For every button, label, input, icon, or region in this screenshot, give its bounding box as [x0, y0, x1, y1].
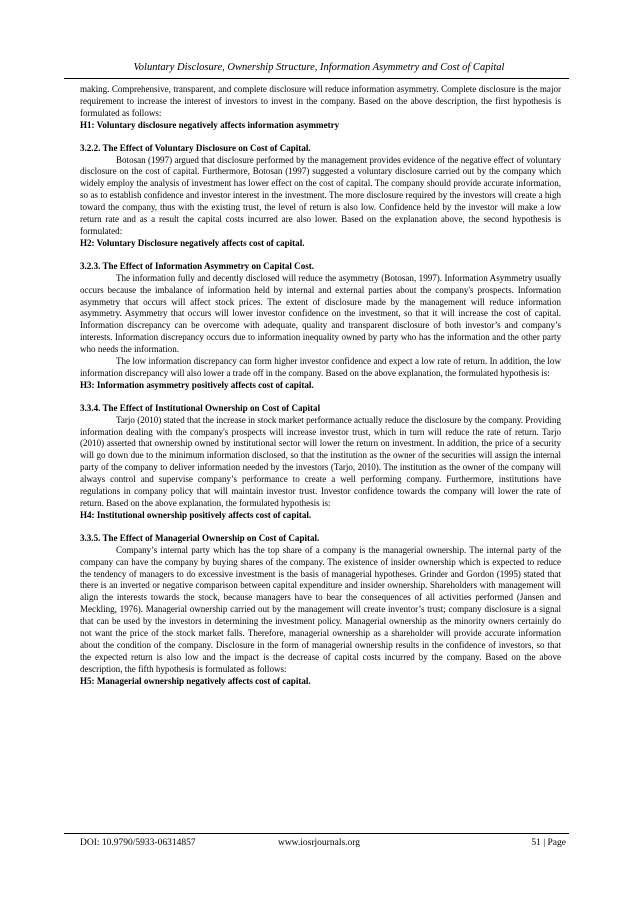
section-heading: 3.2.3. The Effect of Information Asymmetry on Capital Cost.	[80, 260, 315, 271]
footer-page-number: 51 | Page	[531, 838, 566, 848]
paragraph: Tarjo (2010) stated that the increase in stock market performance actually reduce the disclosure by the company. Providing information dealing with the company's prospects will increase investor trust, which in turn will reduce the rate of return. Tarjo (2010) asserted that ownership owned by institutional sector will lower the return on investment. In addition, the price of a security will go down due to the minimum information disclosed, so that the institution as the owner of the securities will assign the internal party of the company to deliver information needed by the investors (Tarjo, 2010). The institution as the owner of the company will always control and supervise company’s performance to create a well performing company. Furthermore, institutions have regulations in company policy that will maintain investor trust. Investor confidence towards the company will lower the rate of return. Based on the above explanation, the formulated hypothesis is:	[80, 414, 561, 508]
section-heading: 3.3.5. The Effect of Managerial Ownership on Cost of Capital.	[80, 532, 320, 543]
paragraph: The low information discrepancy can form higher investor confidence and expect a low rate of return. In addition, the low information discrepancy will also lower a trade off in the company. Based on the above explanation, the formulated hypothesis is:	[80, 356, 561, 378]
footer-doi: DOI: 10.9790/5933-06314857	[80, 838, 196, 848]
paragraph: Company’s internal party which has the top share of a company is the managerial ownership. The internal party of the company can have the company by buying shares of the company. The existence of insider ownership which is expected to reduce the tendency of managers to do excessive investment is the basis of managerial hypotheses. Grinder and Gordon (1995) stated that there is an inverted or negative comparison between capital expenditure and insider ownership. Shareholders with management will align the interests towards the stock, because managers have to bear the consequences of all activities performed (Jansen and Meckling, 1976). Managerial ownership carried out by the management will create inventor’s trust; company disclosure is a signal that can be used by the investors in determining the investment policy. Managerial ownership as the minority owners certainly do not want the price of the stock market falls. Therefore, managerial ownership as a shareholder will provide accurate information about the condition of the company. Disclosure in the form of managerial ownership results in the confidence of investors, so that the expected return is also low and the impact is the decrease of capital costs incurred by the company. Based on the above description, the fifth hypothesis is formulated as follows:	[80, 544, 561, 674]
hypothesis: H3: Information asymmetry positively affects cost of capital.	[80, 379, 314, 390]
section-heading: 3.3.4. The Effect of Institutional Ownership on Cost of Capital	[80, 402, 321, 413]
section-heading: 3.2.2. The Effect of Voluntary Disclosure on Cost of Capital.	[80, 142, 311, 153]
paragraph: making. Comprehensive, transparent, and complete disclosure will reduce information asymmetry. Complete disclosure is the major requirement to increase the interest of investors to invest in the company. Based on the above description, the first hypothesis is formulated as follows:	[80, 84, 561, 118]
body-text	[80, 84, 561, 688]
header-rule	[64, 78, 569, 79]
running-header: Voluntary Disclosure, Ownership Structure, Information Asymmetry and Cost of Capital	[133, 62, 505, 73]
hypothesis: H2: Voluntary Disclosure negatively affects cost of capital.	[80, 237, 305, 248]
hypothesis: H4: Institutional ownership positively affects cost of capital.	[80, 509, 312, 520]
footer-website: www.iosrjournals.org	[277, 838, 361, 848]
paragraph: Botosan (1997) argued that disclosure performed by the management provides evidence of the negative effect of voluntary disclosure on the cost of capital. Furthermore, Botosan (1997) suggested a voluntary disclosure carried out by the company which widely employ the analysis of investment has lower effect on the cost of capital. The company should provide accurate information, so as to establish confidence and investor interest in the investment. The more disclosure required by the investors will create a high toward the company, thus with the existing trust, the level of return is also low. Confidence held by the investor will make a low return rate and as a result the capital costs incurred are also lower. Based on the explanation above, the second hypothesis is formulated:	[80, 154, 561, 236]
hypothesis: H5: Managerial ownership negatively affects cost of capital.	[80, 675, 311, 686]
hypothesis: H1: Voluntary disclosure negatively affects information asymmetry	[80, 119, 340, 130]
footer-rule	[64, 833, 569, 834]
paragraph: The information fully and decently disclosed will reduce the asymmetry (Botosan, 1997). Information Asymmetry usually occurs because the imbalance of information held by internal and external parties about the company's prospects. Information asymmetry that occurs will affect stock prices. The extent of disclosure made by the management will reduce information asymmetry. Asymmetry that occurs will lower investor confidence on the investment, so that it will increase the cost of capital. Information discrepancy can be overcome with adequate, quality and transparent disclosure of both investor’s and company’s interests. Information discrepancy occurs due to information inequality owned by party who has the information and the other party who needs the information.	[80, 272, 561, 355]
